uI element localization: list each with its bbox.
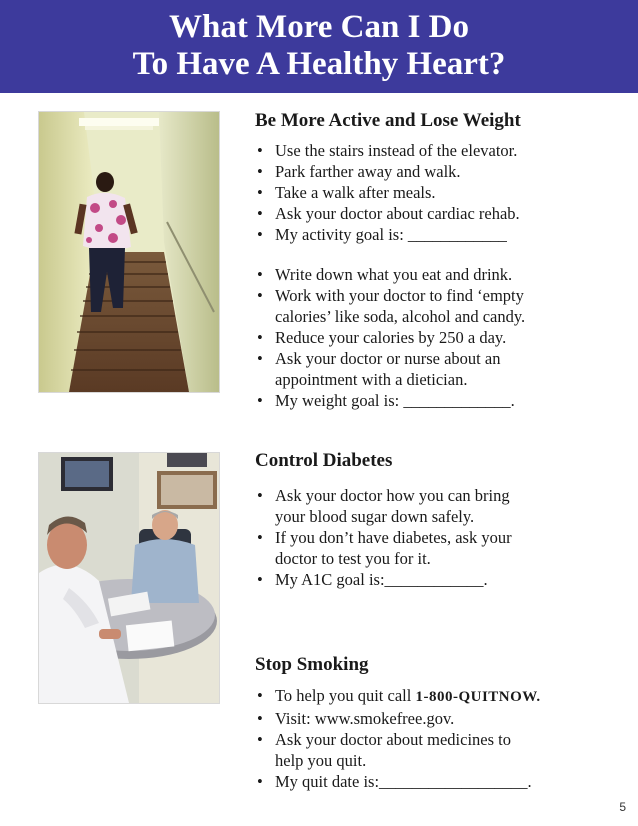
- list-item: • Write down what you eat and drink.: [257, 265, 513, 284]
- list-item: • Take a walk after meals.: [257, 183, 436, 202]
- quitline-number: 1-800-QUITNOW.: [415, 689, 541, 705]
- title-line-2: To Have A Healthy Heart?: [132, 46, 506, 82]
- heading-diabetes: Control Diabetes: [255, 450, 393, 471]
- list-item: • Use the stairs instead of the elevator.: [257, 141, 518, 160]
- quit-date-item: • My quit date is:__________________.: [257, 772, 532, 791]
- activity-goal-item: • My activity goal is: ____________: [257, 225, 507, 244]
- diabetes-list: [255, 485, 512, 590]
- list-item: • Visit: www.smokefree.gov.: [257, 709, 455, 728]
- list-item: • If you don’t have diabetes, ask your doctor to test you for it.: [257, 528, 512, 568]
- weight-goal-item: • My weight goal is: _____________.: [257, 391, 515, 410]
- smoking-list: [255, 685, 541, 792]
- heading-smoking: Stop Smoking: [255, 654, 369, 675]
- list-item: • Ask your doctor or nurse about an appointment with a dietician.: [257, 349, 501, 389]
- list-item: • Park farther away and walk.: [257, 162, 461, 181]
- list-item: • Ask your doctor how you can bring your blood sugar down safely.: [257, 486, 510, 526]
- list-item: • Reduce your calories by 250 a day.: [257, 328, 507, 347]
- list-item: • Ask your doctor about medicines to help you quit.: [257, 730, 511, 770]
- list-item: • To help you quit call 1-800-QUITNOW.: [257, 686, 541, 705]
- a1c-goal-item: • My A1C goal is:____________.: [257, 570, 488, 589]
- heading-active: Be More Active and Lose Weight: [255, 110, 521, 131]
- title-line-1: What More Can I Do: [168, 9, 470, 45]
- list-item: • Work with your doctor to find ‘empty calories’ like soda, alcohol and candy.: [257, 286, 526, 326]
- active-list-2: [255, 264, 525, 411]
- list-item: • Ask your doctor about cardiac rehab.: [257, 204, 520, 223]
- stairs-photo: [38, 111, 220, 393]
- doctor-visit-photo: [38, 452, 220, 704]
- page-number: 5: [619, 800, 626, 814]
- title-banner: [0, 0, 638, 93]
- active-list-1: [255, 140, 520, 245]
